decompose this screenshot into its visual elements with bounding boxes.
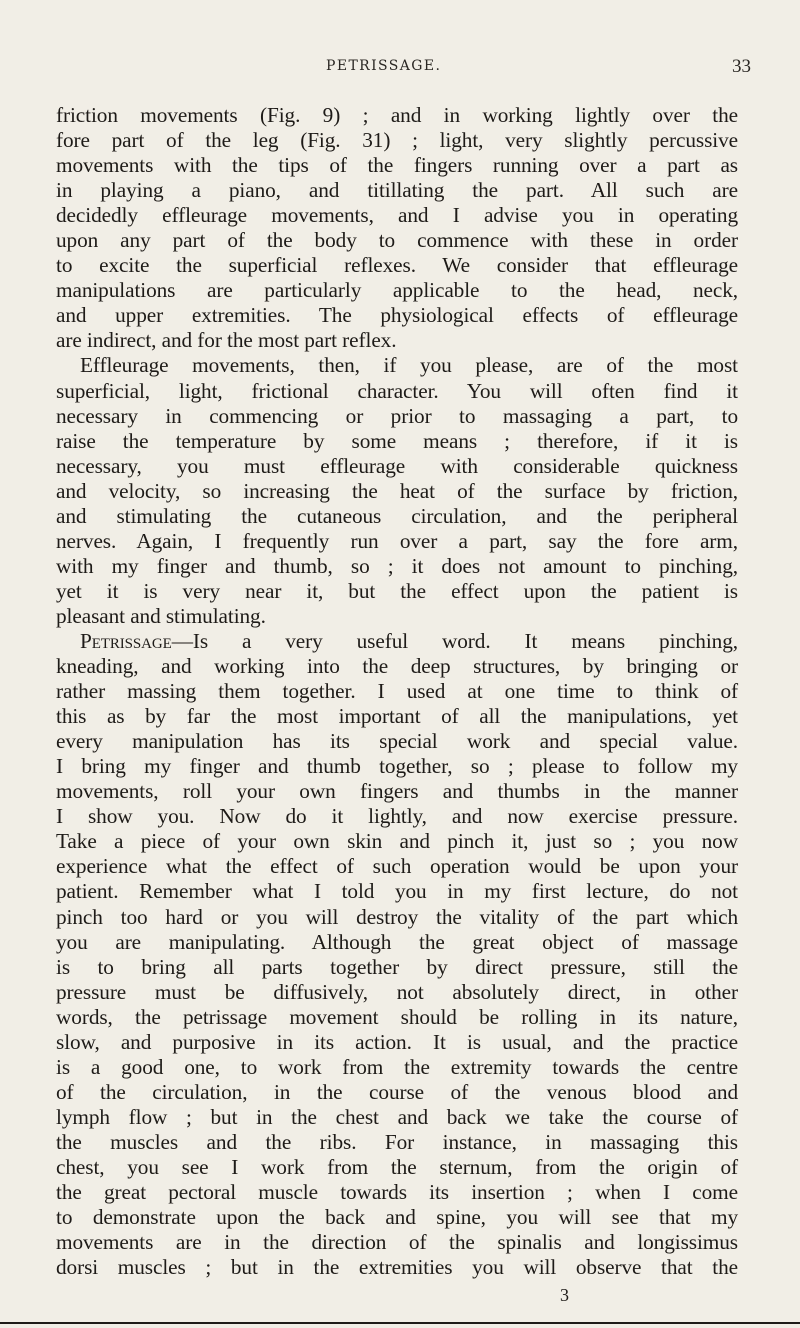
text-line: to excite the superficial reflexes. We consider that effleurage	[56, 253, 738, 278]
text-line: necessary in commencing or prior to massaging a part, to	[56, 403, 738, 428]
text-line: of the circulation, in the course of the venous blood and	[56, 1079, 738, 1104]
text-line: you are manipulating. Although the great object of massage	[56, 929, 738, 954]
text-line: and upper extremities. The physiological effects of effleurage	[56, 303, 738, 328]
paragraph	[56, 629, 738, 1280]
text-line: I bring my finger and thumb together, so ; please to follow my	[56, 754, 738, 779]
text-line: slow, and purposive in its action. It is usual, and the practice	[56, 1029, 738, 1054]
text-line: nerves. Again, I frequently run over a part, say the fore arm,	[56, 528, 738, 553]
text-line: movements with the tips of the fingers running over a part as	[56, 153, 738, 178]
text-line: pressure must be diffusively, not absolutely direct, in other	[56, 979, 738, 1004]
page-number: 33	[732, 56, 751, 77]
page-bottom-rule	[0, 1322, 800, 1324]
text-line: I show you. Now do it lightly, and now exercise pressure.	[56, 804, 738, 829]
running-head	[0, 56, 800, 80]
text-line: are indirect, and for the most part reflex.	[56, 328, 397, 353]
text-line: fore part of the leg (Fig. 31) ; light, very slightly percussive	[56, 128, 738, 153]
section-lead-text: —Is a very useful word. It means pinching,	[171, 628, 738, 653]
text-line: lymph flow ; but in the chest and back we take the course of	[56, 1104, 738, 1129]
text-line: and stimulating the cutaneous circulation, and the peripheral	[56, 503, 738, 528]
text-line: chest, you see I work from the sternum, from the origin of	[56, 1154, 738, 1179]
text-line: necessary, you must effleurage with considerable quickness	[56, 453, 738, 478]
text-line: the great pectoral muscle towards its insertion ; when I come	[56, 1180, 738, 1205]
text-line: rather massing them together. I used at one time to think of	[56, 679, 738, 704]
text-line: movements, roll your own fingers and thumbs in the manner	[56, 779, 738, 804]
text-line: pleasant and stimulating.	[56, 603, 266, 628]
text-line: manipulations are particularly applicable to the head, neck,	[56, 278, 738, 303]
text-line: patient. Remember what I told you in my first lecture, do not	[56, 879, 738, 904]
running-head-title: PETRISSAGE.	[326, 58, 442, 74]
text-line: Take a piece of your own skin and pinch it, just so ; you now	[56, 829, 738, 854]
text-line: decidedly effleurage movements, and I advise you in operating	[56, 203, 738, 228]
text-line: to demonstrate upon the back and spine, you will see that my	[56, 1205, 738, 1230]
text-line: upon any part of the body to commence with these in order	[56, 228, 738, 253]
text-line: friction movements (Fig. 9) ; and in working lightly over the	[56, 103, 738, 127]
text-line: is to bring all parts together by direct pressure, still the	[56, 954, 738, 979]
text-line: movements are in the direction of the spinalis and longissimus	[56, 1230, 738, 1255]
paragraph	[56, 103, 738, 353]
text-line: words, the petrissage movement should be rolling in its nature,	[56, 1004, 738, 1029]
text-line: with my finger and thumb, so ; it does not amount to pinching,	[56, 553, 738, 578]
text-line: kneading, and working into the deep structures, by bringing or	[56, 654, 738, 679]
text-line: raise the temperature by some means ; therefore, if it is	[56, 428, 738, 453]
text-line: yet it is very near it, but the effect upon the patient is	[56, 578, 738, 603]
text-line	[56, 629, 738, 654]
body-text	[56, 103, 738, 1280]
text-line: this as by far the most important of all the manipulations, yet	[56, 704, 738, 729]
text-line: dorsi muscles ; but in the extremities you will observe that the	[56, 1255, 738, 1280]
text-line: superficial, light, frictional character. You will often find it	[56, 378, 738, 403]
text-line: experience what the effect of such operation would be upon your	[56, 854, 738, 879]
paragraph	[56, 353, 738, 629]
text-line: every manipulation has its special work and special value.	[56, 729, 738, 754]
text-line: Effleurage movements, then, if you please, are of the most	[80, 353, 738, 378]
signature-mark: 3	[560, 1285, 569, 1305]
text-line: and velocity, so increasing the heat of the surface by friction,	[56, 478, 738, 503]
text-line: in playing a piano, and titillating the part. All such are	[56, 178, 738, 203]
text-line: the muscles and the ribs. For instance, in massaging this	[56, 1129, 738, 1154]
text-line: is a good one, to work from the extremity towards the centre	[56, 1054, 738, 1079]
section-lead-term: Petrissage	[80, 628, 172, 653]
text-line: pinch too hard or you will destroy the vitality of the part which	[56, 904, 738, 929]
